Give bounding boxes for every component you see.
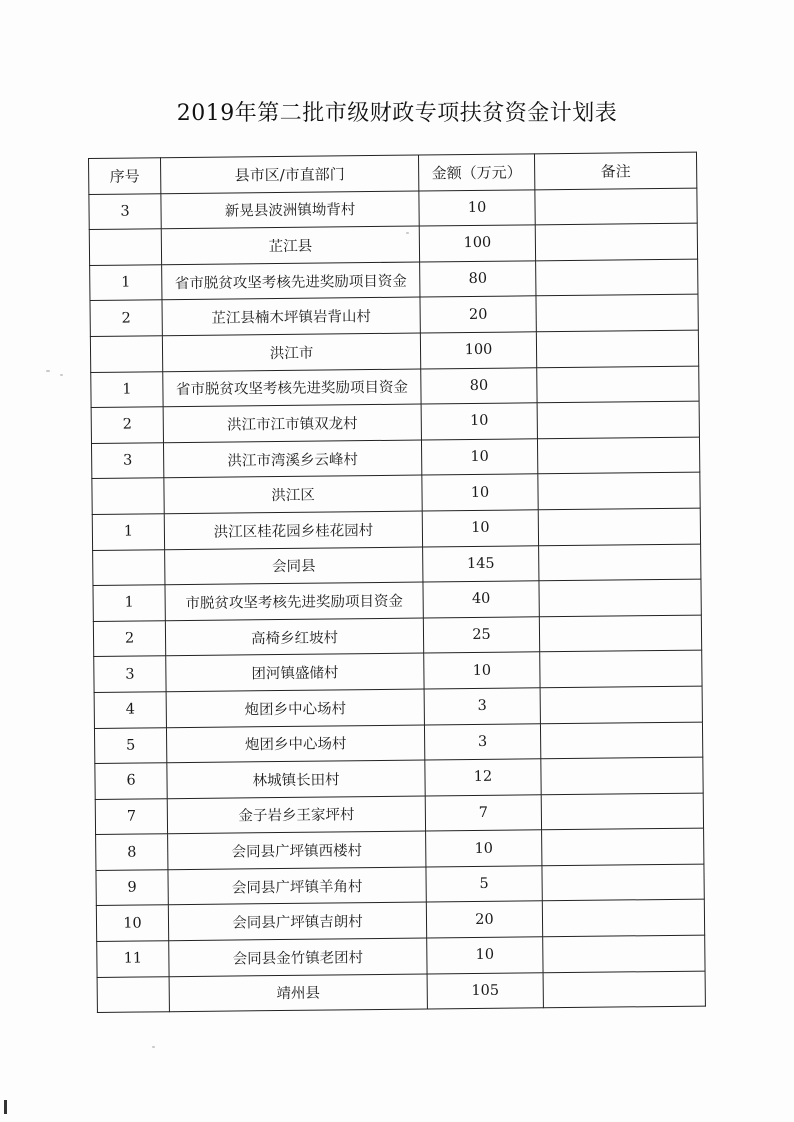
cell-unit: 林城镇长田村 [167, 760, 425, 798]
cell-remark [540, 650, 702, 687]
cell-seq: 2 [91, 407, 163, 443]
cell-amount: 105 [427, 972, 543, 1009]
cell-unit: 会同县金竹镇老团村 [169, 938, 427, 976]
cell-amount: 40 [423, 581, 539, 618]
cell-amount: 10 [422, 510, 538, 547]
cell-remark [542, 828, 704, 865]
cell-seq: 8 [96, 834, 168, 870]
cell-amount: 10 [427, 937, 543, 974]
scan-edge-mark [4, 1100, 7, 1114]
cell-remark [538, 472, 700, 509]
cell-seq: 7 [95, 798, 167, 834]
cell-amount: 10 [421, 439, 537, 476]
cell-seq: 1 [92, 514, 164, 550]
cell-remark [536, 330, 698, 367]
cell-unit: 会同县 [165, 547, 423, 585]
cell-seq: 1 [93, 585, 165, 621]
cell-unit: 洪江市江市镇双龙村 [163, 404, 421, 442]
cell-unit: 炮团乡中心场村 [166, 725, 424, 763]
cell-remark [542, 864, 704, 901]
cell-unit: 新晃县波洲镇坳背村 [161, 191, 419, 229]
cell-unit: 会同县广坪镇吉朗村 [168, 902, 426, 940]
cell-unit: 省市脱贫攻坚考核先进奖励项目资金 [162, 262, 420, 300]
cell-amount: 20 [420, 296, 536, 333]
cell-seq: 3 [89, 193, 161, 229]
cell-remark [538, 508, 700, 545]
cell-unit: 靖州县 [169, 974, 427, 1012]
cell-remark [535, 188, 697, 225]
cell-remark [542, 900, 704, 937]
cell-remark [537, 366, 699, 403]
cell-amount: 80 [421, 367, 537, 404]
cell-unit: 芷江县 [161, 226, 419, 264]
cell-amount: 100 [419, 225, 535, 262]
scan-speck [406, 232, 409, 234]
cell-amount: 25 [423, 617, 539, 654]
cell-amount: 10 [422, 474, 538, 511]
scan-speck [46, 370, 50, 372]
header-remark: 备注 [534, 152, 696, 189]
cell-remark [536, 259, 698, 296]
header-amount: 金额（万元） [418, 154, 534, 191]
cell-amount: 12 [425, 759, 541, 796]
cell-unit: 市脱贫攻坚考核先进奖励项目资金 [165, 582, 423, 620]
cell-amount: 7 [425, 794, 541, 831]
cell-remark [543, 971, 705, 1008]
scan-speck [152, 1046, 155, 1048]
cell-remark [537, 437, 699, 474]
fund-plan-table-wrapper [88, 152, 705, 1014]
cell-seq: 11 [97, 941, 169, 977]
cell-amount: 10 [419, 189, 535, 226]
cell-amount: 80 [420, 261, 536, 298]
fund-plan-table [88, 152, 706, 1014]
cell-remark [540, 686, 702, 723]
cell-remark [543, 935, 705, 972]
cell-unit: 金子岩乡王家坪村 [167, 796, 425, 834]
cell-seq: 10 [96, 905, 168, 941]
cell-seq [97, 976, 169, 1012]
cell-seq: 3 [91, 442, 163, 478]
cell-amount: 145 [423, 545, 539, 582]
cell-seq: 1 [90, 265, 162, 301]
cell-seq: 1 [91, 371, 163, 407]
cell-amount: 10 [424, 652, 540, 689]
cell-seq [93, 549, 165, 585]
cell-remark [537, 401, 699, 438]
cell-amount: 100 [420, 332, 536, 369]
cell-seq [92, 478, 164, 514]
document-title: 2019年第二批市级财政专项扶贫资金计划表 [176, 101, 618, 126]
cell-unit: 省市脱贫攻坚考核先进奖励项目资金 [163, 369, 421, 407]
cell-remark [541, 793, 703, 830]
cell-remark [539, 544, 701, 581]
cell-amount: 3 [424, 688, 540, 725]
cell-amount: 5 [426, 866, 542, 903]
cell-seq: 2 [93, 620, 165, 656]
scan-speck [60, 374, 63, 376]
cell-seq: 6 [95, 763, 167, 799]
cell-seq: 3 [94, 656, 166, 692]
cell-unit: 炮团乡中心场村 [166, 689, 424, 727]
cell-seq: 2 [90, 300, 162, 336]
cell-seq [90, 336, 162, 372]
header-unit: 县市区/市直部门 [161, 155, 419, 193]
cell-remark [540, 722, 702, 759]
cell-seq: 4 [94, 692, 166, 728]
cell-remark [541, 757, 703, 794]
cell-remark [535, 223, 697, 260]
cell-amount: 20 [426, 901, 542, 938]
cell-unit: 洪江区桂花园乡桂花园村 [164, 511, 422, 549]
cell-amount: 10 [421, 403, 537, 440]
cell-unit: 芷江县楠木坪镇岩背山村 [162, 297, 420, 335]
cell-unit: 洪江市 [162, 333, 420, 371]
cell-amount: 3 [424, 723, 540, 760]
cell-unit: 团河镇盛储村 [166, 653, 424, 691]
cell-seq: 5 [94, 727, 166, 763]
cell-amount: 10 [426, 830, 542, 867]
cell-seq: 9 [96, 870, 168, 906]
header-seq: 序号 [89, 158, 161, 194]
cell-unit: 高椅乡红坡村 [165, 618, 423, 656]
cell-unit: 洪江市湾溪乡云峰村 [163, 440, 421, 478]
cell-remark [539, 579, 701, 616]
table-row [97, 971, 705, 1013]
cell-unit: 会同县广坪镇羊角村 [168, 867, 426, 905]
cell-unit: 会同县广坪镇西楼村 [168, 831, 426, 869]
table-body [89, 188, 706, 1013]
cell-seq [89, 229, 161, 265]
cell-unit: 洪江区 [164, 475, 422, 513]
cell-remark [536, 294, 698, 331]
cell-remark [539, 615, 701, 652]
